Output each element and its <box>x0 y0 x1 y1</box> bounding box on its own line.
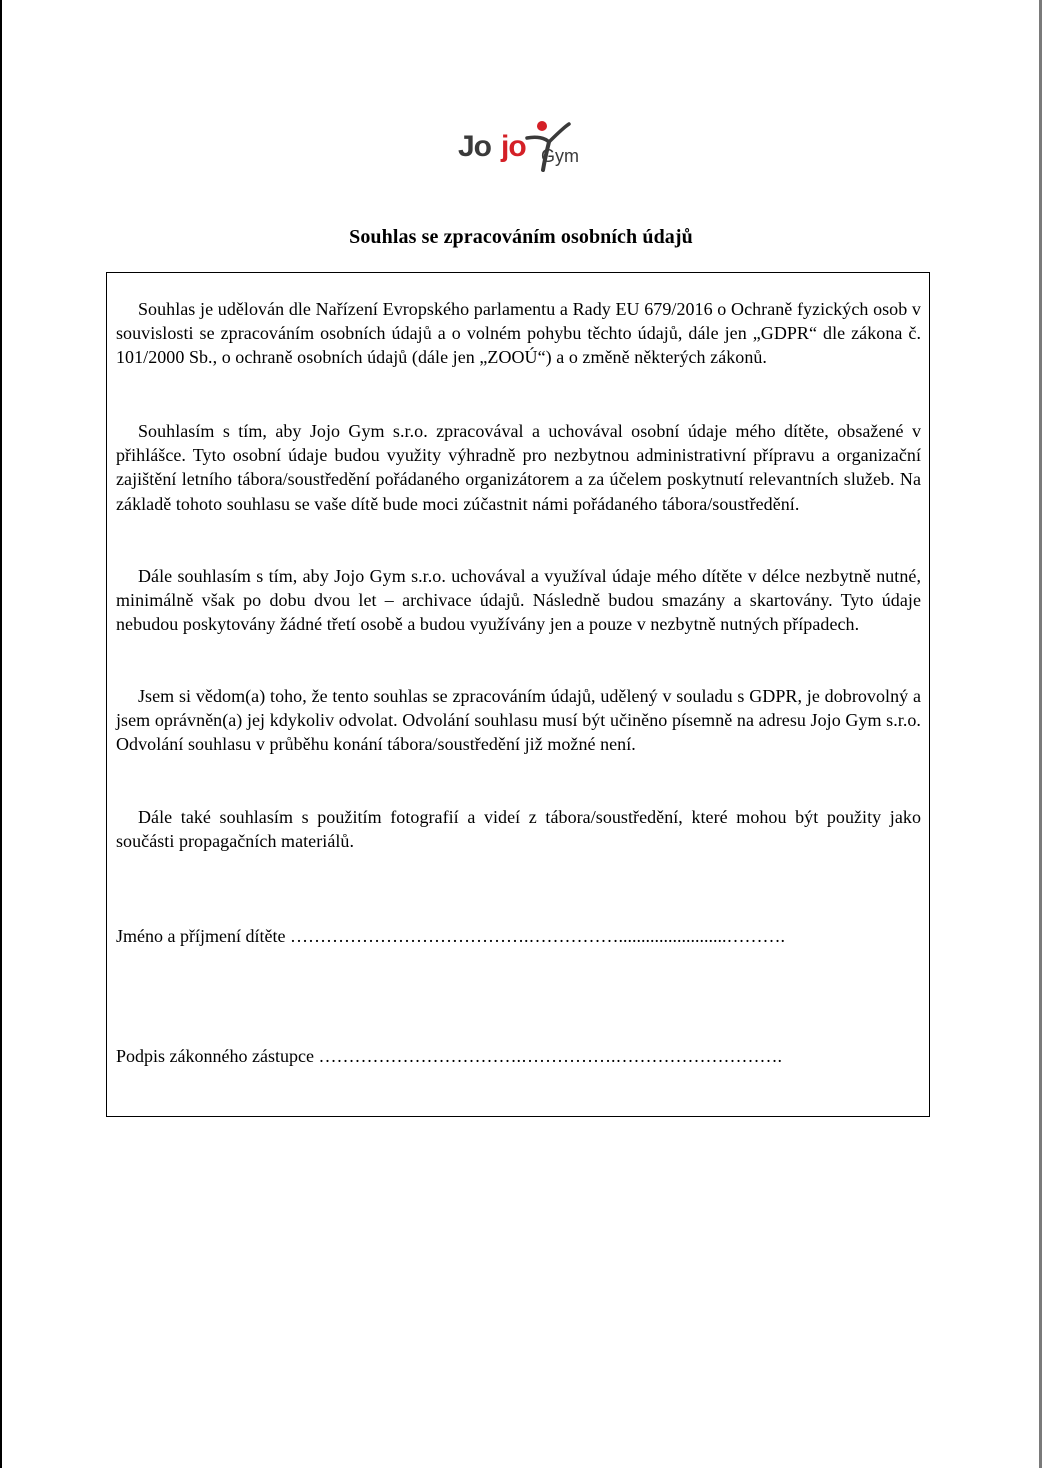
logo-text-jo-red: jo <box>501 130 526 163</box>
paragraph-consent-withdrawal: Jsem si vědom(a) toho, že tento souhlas se zpracováním údajů, udělený v souladu s GDPR, je dobrovolný a jsem oprávněn(a) jej kdykoliv odvolat. Odvolání souhlasu musí být učiněno písemně na adresu Jojo Gym s.r.o. Odvolání souhlasu v průběhu konání tábora/soustředění již možné není. <box>116 686 921 755</box>
paragraph-gdpr-basis: Souhlas je udělován dle Nařízení Evropského parlamentu a Rady EU 679/2016 o Ochraně fyzických osob v souvislosti se zpracováním osobních údajů a o volném pohybu těchto údajů, dále jen „GDPR“ dle zákona č. 101/2000 Sb., o ochraně osobních údajů (dále jen „ZOOÚ“) a o změně některých zákonů. <box>116 299 921 368</box>
paragraph-data-processing: Souhlasím s tím, aby Jojo Gym s.r.o. zpracovával a uchovával osobní údaje mého dítěte, obsažené v přihlášce. Tyto osobní údaje budou využity výhradně pro nezbytnou administrativní přípravu a organizační zajištění letního tábora/soustředění pořádaného organizátorem a za účelem poskytnutí relevantních služeb. Na základě tohoto souhlasu se vaše dítě bude moci zúčastnit námi pořádaného tábora/soustředění. <box>116 421 921 514</box>
paragraph-photo-consent: Dále také souhlasím s použitím fotografií a videí z tábora/soustředění, které mohou být použity jako součásti propagačních materiálů. <box>116 807 921 852</box>
guardian-signature-line: Podpis zákonného zástupce …………………………….…………….………………………. <box>116 1046 782 1066</box>
jojo-gym-logo <box>455 112 595 178</box>
paragraph-data-retention: Dále souhlasím s tím, aby Jojo Gym s.r.o. uchovával a využíval údaje mého dítěte v délce nezbytně nutné, minimálně však po dobu dvou let – archivace údajů. Následně budou smazány a skartovány. Tyto údaje nebudou poskytovány žádné třetí osobě a budou využívány jen a pouze v nezbytně nutných případech. <box>116 566 921 635</box>
logo-text-gym: Gym <box>541 146 579 166</box>
document-title: Souhlas se zpracováním osobních údajů <box>349 226 693 248</box>
logo-text-jo-dark: Jo <box>458 130 492 163</box>
child-name-line: Jméno a příjmení dítěte ………………………………….……………........................………. <box>116 926 785 946</box>
page-edge-left <box>0 0 2 1468</box>
